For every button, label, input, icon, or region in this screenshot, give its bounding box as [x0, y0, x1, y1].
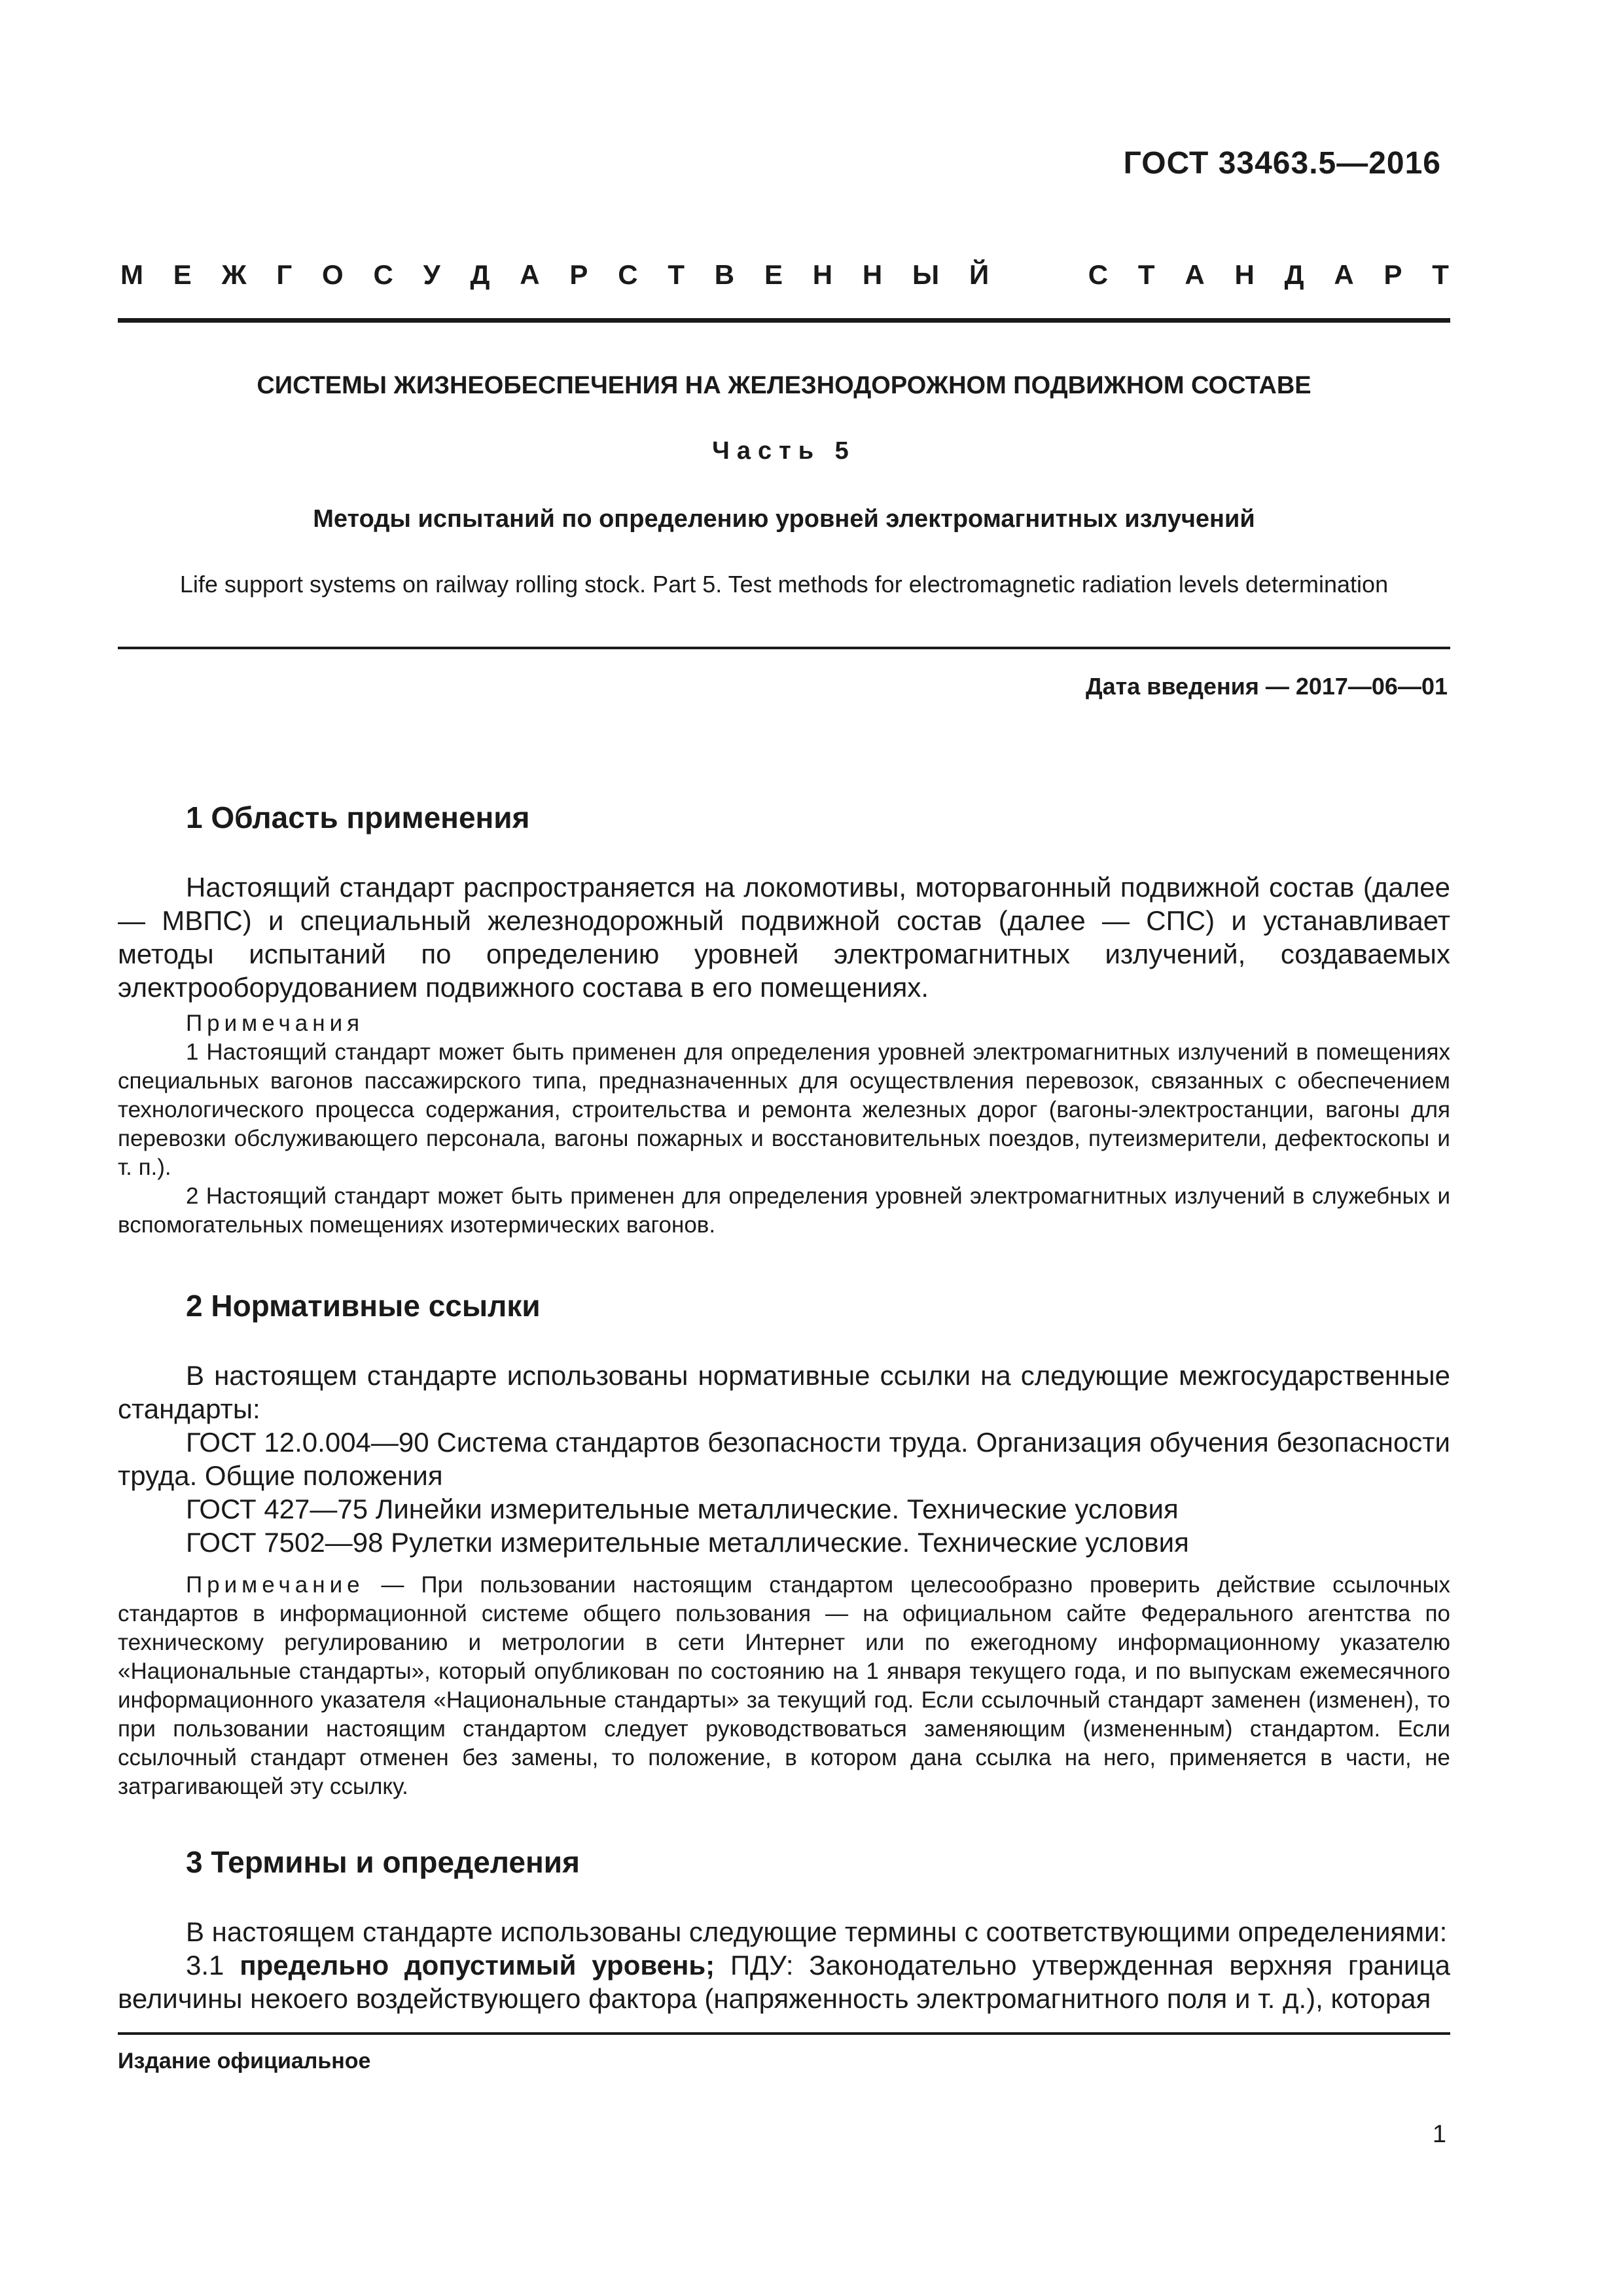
note-2: 2 Настоящий стандарт может быть применен для определения уровней электромагнитных излучений в служебных и вспомогательных помещениях изотермических вагонов.	[118, 1183, 1450, 1238]
footer-rule	[118, 2032, 1450, 2035]
english-title: Life support systems on railway rolling stock. Part 5. Test methods for electromagnetic radiation levels determination	[179, 571, 1389, 598]
document-part: Часть 5	[712, 437, 856, 465]
note-label: Примечание	[186, 1572, 365, 1598]
header-rule	[118, 318, 1450, 323]
section-1-notes	[118, 1009, 1450, 1240]
standard-type-heading: М Е Ж Г О С У Д А Р С Т В Е Н Н Ы Й С Т А Н Д А Р Т	[120, 259, 1449, 290]
section-3-intro: В настоящем стандарте использованы следующие термины с соответствующими определениями:	[186, 1916, 1448, 1947]
section-2-text	[118, 1359, 1450, 1559]
section-3-text	[118, 1915, 1450, 2015]
section-3-heading: 3 Термины и определения	[186, 1845, 580, 1879]
reference-3: ГОСТ 7502—98 Рулетки измерительные металлические. Технические условия	[186, 1527, 1189, 1558]
section-1-heading: 1 Область применения	[186, 800, 530, 834]
title-rule	[118, 647, 1450, 649]
notes-label: Примечания	[186, 1011, 365, 1036]
term-number: 3.1	[186, 1950, 224, 1981]
edition-label: Издание официальное	[118, 2049, 371, 2073]
page-number: 1	[1432, 2121, 1446, 2148]
section-2-intro: В настоящем стандарте использованы нормативные ссылки на следующие межгосударственные стандарты:	[118, 1360, 1450, 1424]
section-1-paragraph: Настоящий стандарт распространяется на локомотивы, моторвагонный подвижной состав (далее — МВПС) и специальный железнодорожный подвижной состав (далее — СПС) и устанавливает методы испытаний по определению уровней электромагнитных излучений, создаваемых электрооборудованием подвижного состава в его помещениях.	[118, 872, 1450, 1003]
document-title: СИСТЕМЫ ЖИЗНЕОБЕСПЕЧЕНИЯ НА ЖЕЛЕЗНОДОРОЖНОМ ПОДВИЖНОМ СОСТАВЕ	[257, 372, 1311, 399]
document-subtitle: Методы испытаний по определению уровней электромагнитных излучений	[313, 505, 1255, 533]
term-name: предельно допустимый уровень;	[240, 1950, 715, 1981]
introduction-date: Дата введения — 2017—06—01	[1085, 673, 1448, 700]
reference-2: ГОСТ 427—75 Линейки измерительные металлические. Технические условия	[186, 1494, 1179, 1524]
note-1: 1 Настоящий стандарт может быть применен для определения уровней электромагнитных излучений в помещениях специальных вагонов пассажирского типа, предназначенных для осуществления перевозок, связанных с обеспечением технологического процесса содержания, строительства и ремонта железных дорог (вагоны-электростанции, вагоны для перевозки обслуживающего персонала, вагоны пожарных и восстановительных поездов, путеизмерители, дефектоскопы и т. п.).	[118, 1039, 1450, 1180]
section-2-heading: 2 Нормативные ссылки	[186, 1289, 541, 1323]
note-text: — При пользовании настоящим стандартом целесообразно проверить действие ссылочных стандартов в информационной системе общего пользования — на официальном сайте Федерального агентства по техническому регулированию и метрологии в сети Интернет или по ежегодному информационному указателю «Национальные стандарты», который опубликован по состоянию на 1 января текущего года, и по выпускам ежемесячного информационного указателя «Национальные стандарты» за текущий год. Если ссылочный стандарт заменен (изменен), то при пользовании настоящим стандартом следует руководствоваться заменяющим (измененным) стандартом. Если ссылочный стандарт отменен без замены, то положение, в котором дана ссылка на него, применяется в части, не затрагивающей эту ссылку.	[118, 1572, 1450, 1799]
section-2-note	[118, 1571, 1450, 1801]
term-definition: ПДУ: Законодательно утвержденная верхняя граница величины некоего воздействующего фактора (напряженность электромагнитного поля и т. д.), которая	[118, 1950, 1450, 2014]
reference-1: ГОСТ 12.0.004—90 Система стандартов безопасности труда. Организация обучения безопасности труда. Общие положения	[118, 1427, 1450, 1491]
term-3-1	[118, 1948, 1450, 2015]
document-number: ГОСТ 33463.5—2016	[1123, 146, 1441, 181]
